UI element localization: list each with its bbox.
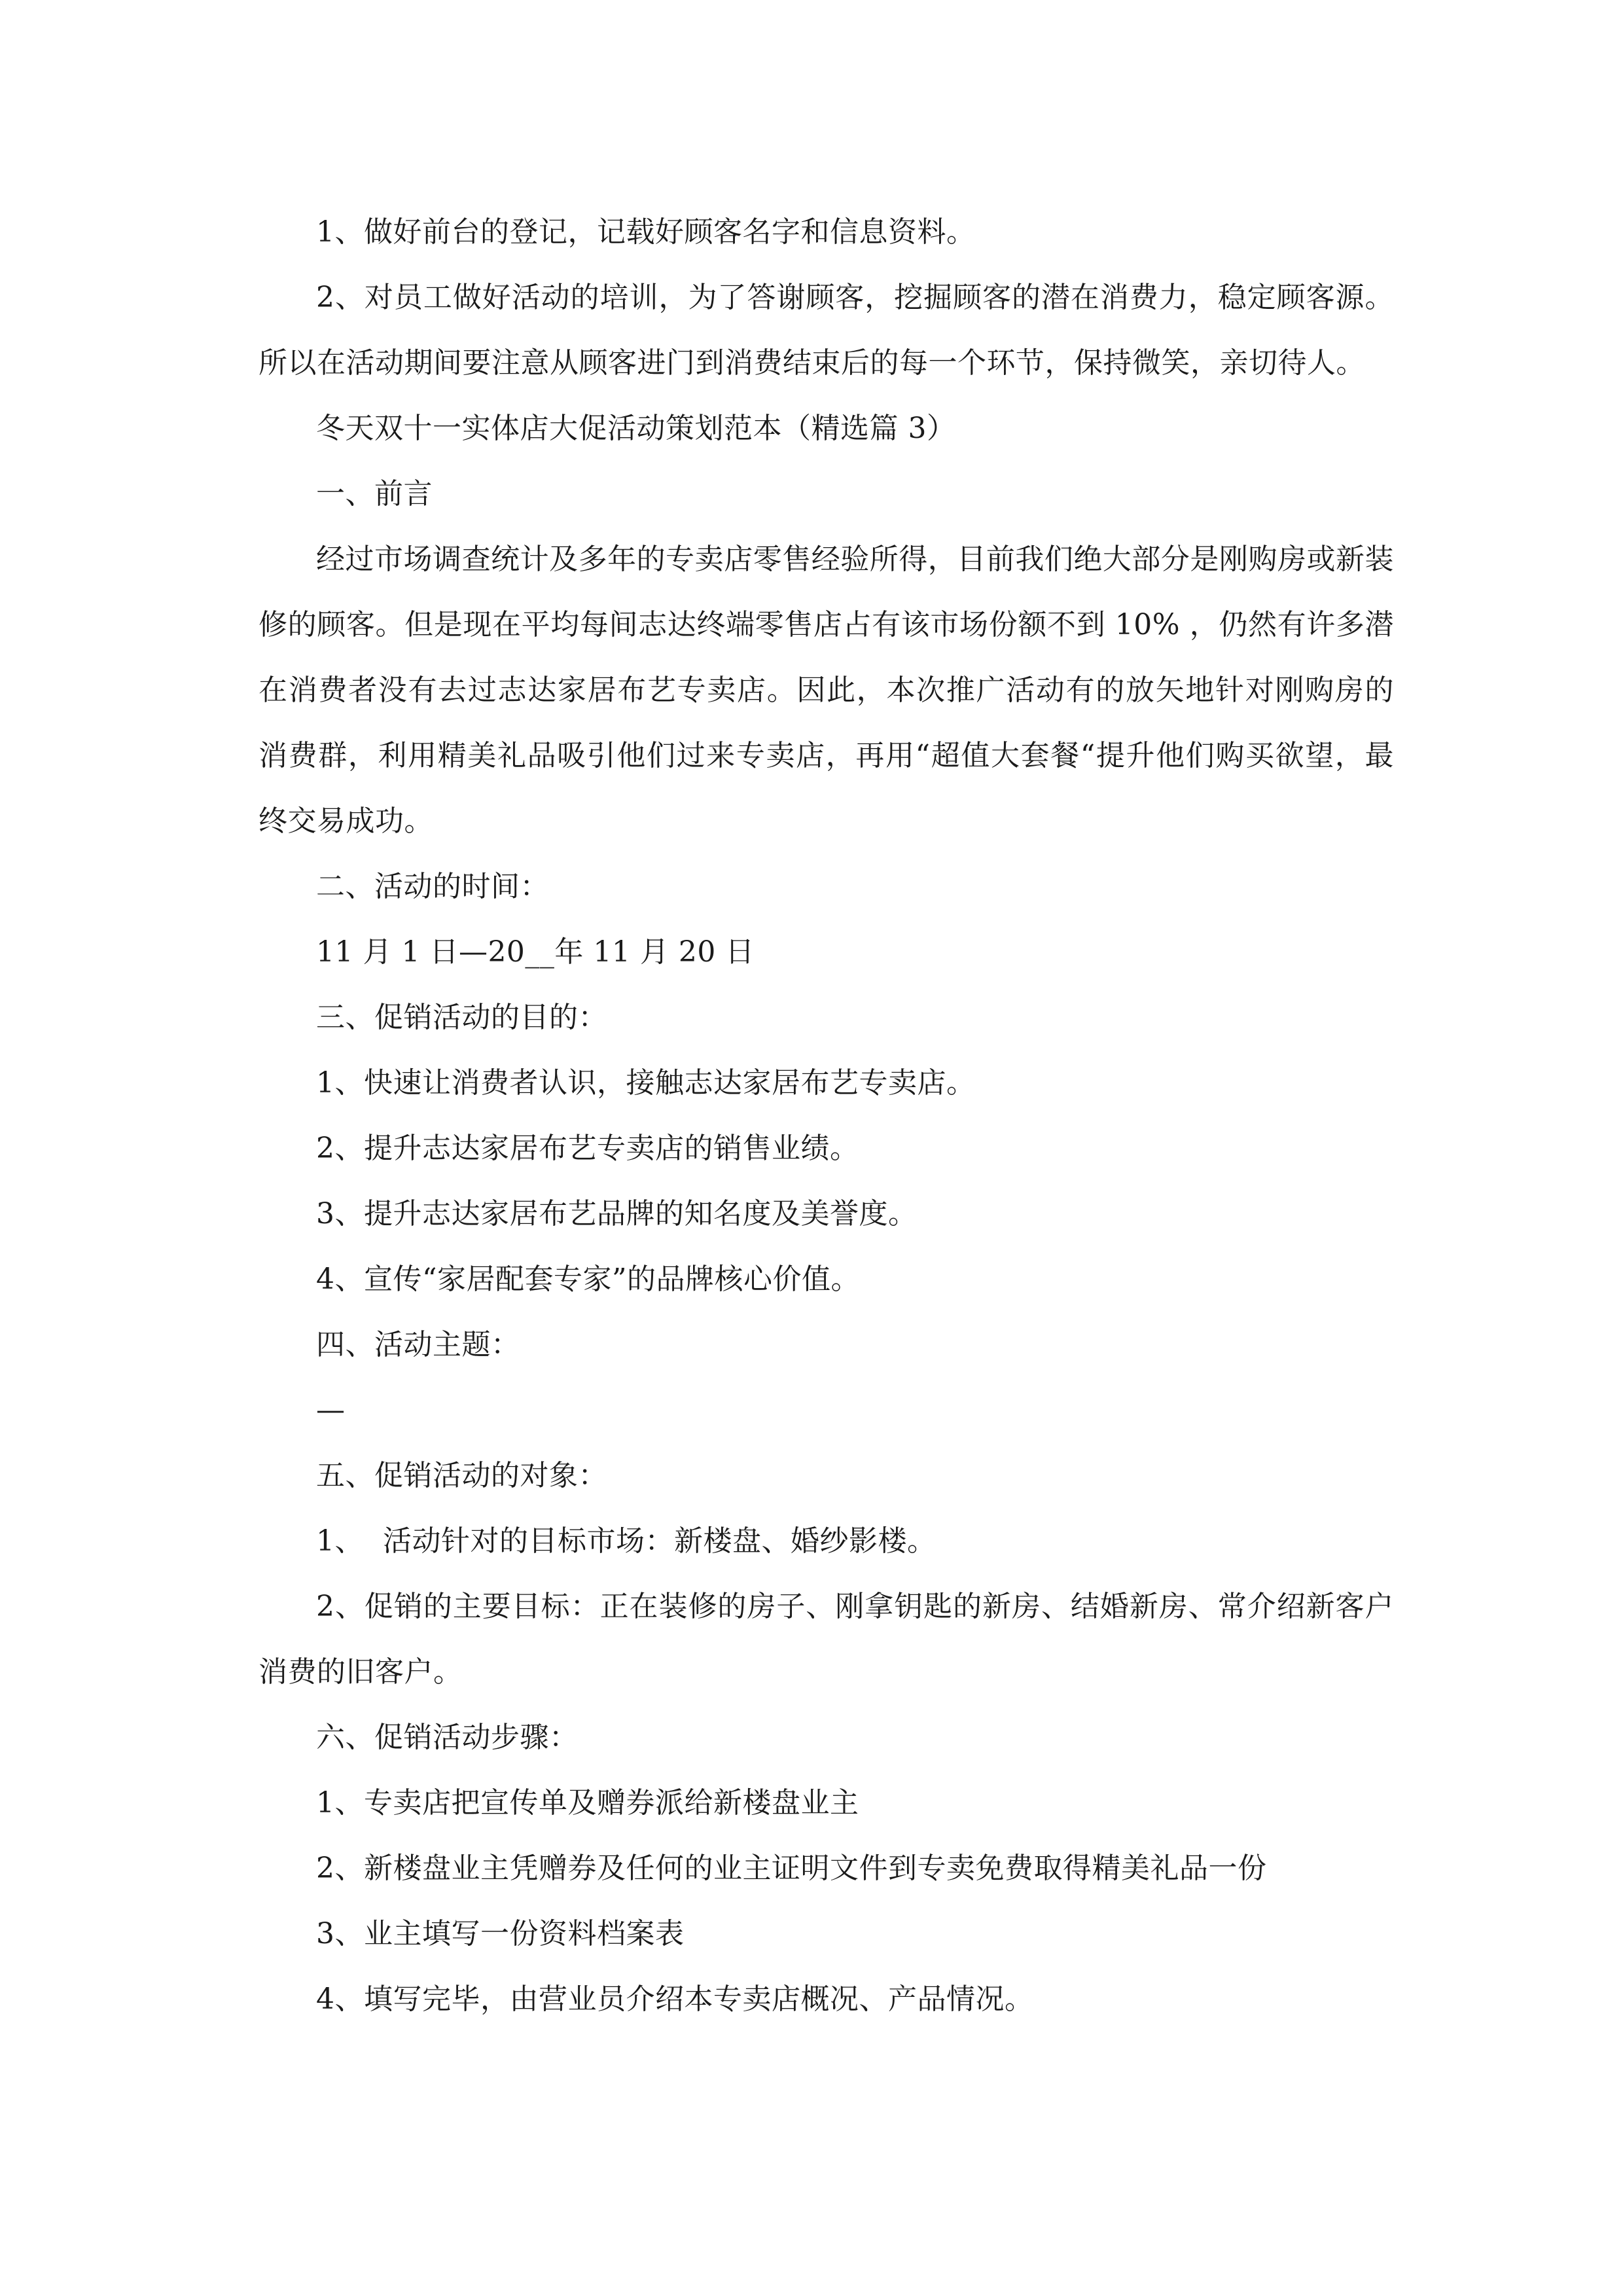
paragraph-2: 2、对员工做好活动的培训，为了答谢顾客，挖掘顾客的潜在消费力，稳定顾客源。所以在活动期间要注意从顾客进门到消费结束后的每一个环节，保持微笑，亲切待人。 bbox=[259, 281, 1394, 380]
audience-item-1: 1、 活动针对的目标市场：新楼盘、婚纱影楼。 bbox=[316, 1524, 936, 1558]
paragraph-1: 1、做好前台的登记，记载好顾客名字和信息资料。 bbox=[316, 215, 976, 249]
section-heading-theme: 四、活动主题： bbox=[316, 1328, 520, 1361]
section-heading-time: 二、活动的时间： bbox=[316, 870, 549, 903]
theme-placeholder-dash: — bbox=[316, 1393, 346, 1427]
step-item-2: 2、新楼盘业主凭赠券及任何的业主证明文件到专卖免费取得精美礼品一份 bbox=[316, 1852, 1267, 1885]
purpose-item-3: 3、提升志达家居布艺品牌的知名度及美誉度。 bbox=[316, 1197, 918, 1230]
purpose-item-2: 2、提升志达家居布艺专卖店的销售业绩。 bbox=[316, 1132, 859, 1165]
purpose-item-4: 4、宣传“家居配套专家”的品牌核心价值。 bbox=[316, 1263, 860, 1296]
section-heading-title: 冬天双十一实体店大促活动策划范本（精选篇 3） bbox=[316, 412, 956, 445]
step-item-3: 3、业主填写一份资料档案表 bbox=[316, 1917, 685, 1950]
section-heading-preface: 一、前言 bbox=[316, 477, 433, 511]
paragraph-date-range: 11 月 1 日—20__年 11 月 20 日 bbox=[316, 935, 755, 969]
step-item-4: 4、填写完毕，由营业员介绍本专卖店概况、产品情况。 bbox=[316, 1982, 1034, 2016]
audience-item-2: 2、促销的主要目标：正在装修的房子、刚拿钥匙的新房、结婚新房、常介绍新客户消费的旧客户。 bbox=[259, 1590, 1394, 1689]
purpose-item-1: 1、快速让消费者认识，接触志达家居布艺专卖店。 bbox=[316, 1066, 976, 1100]
paragraph-preface-body: 经过市场调查统计及多年的专卖店零售经验所得，目前我们绝大部分是刚购房或新装修的顾客。但是现在平均每间志达终端零售店占有该市场份额不到 10% ，仍然有许多潜在消费者没有去过志达家居布艺专卖店。因此，本次推广活动有的放矢地针对刚购房的消费群，利用精美礼品吸引他们过来专卖店，再用“超值大套餐“提升他们购买欲望，最终交易成功。 bbox=[259, 543, 1394, 838]
document-body bbox=[259, 200, 1394, 2032]
section-heading-purpose: 三、促销活动的目的： bbox=[316, 1001, 607, 1034]
section-heading-audience: 五、促销活动的对象： bbox=[316, 1459, 607, 1492]
step-item-1: 1、专卖店把宣传单及赠券派给新楼盘业主 bbox=[316, 1786, 859, 1820]
section-heading-steps: 六、促销活动步骤： bbox=[316, 1721, 579, 1754]
